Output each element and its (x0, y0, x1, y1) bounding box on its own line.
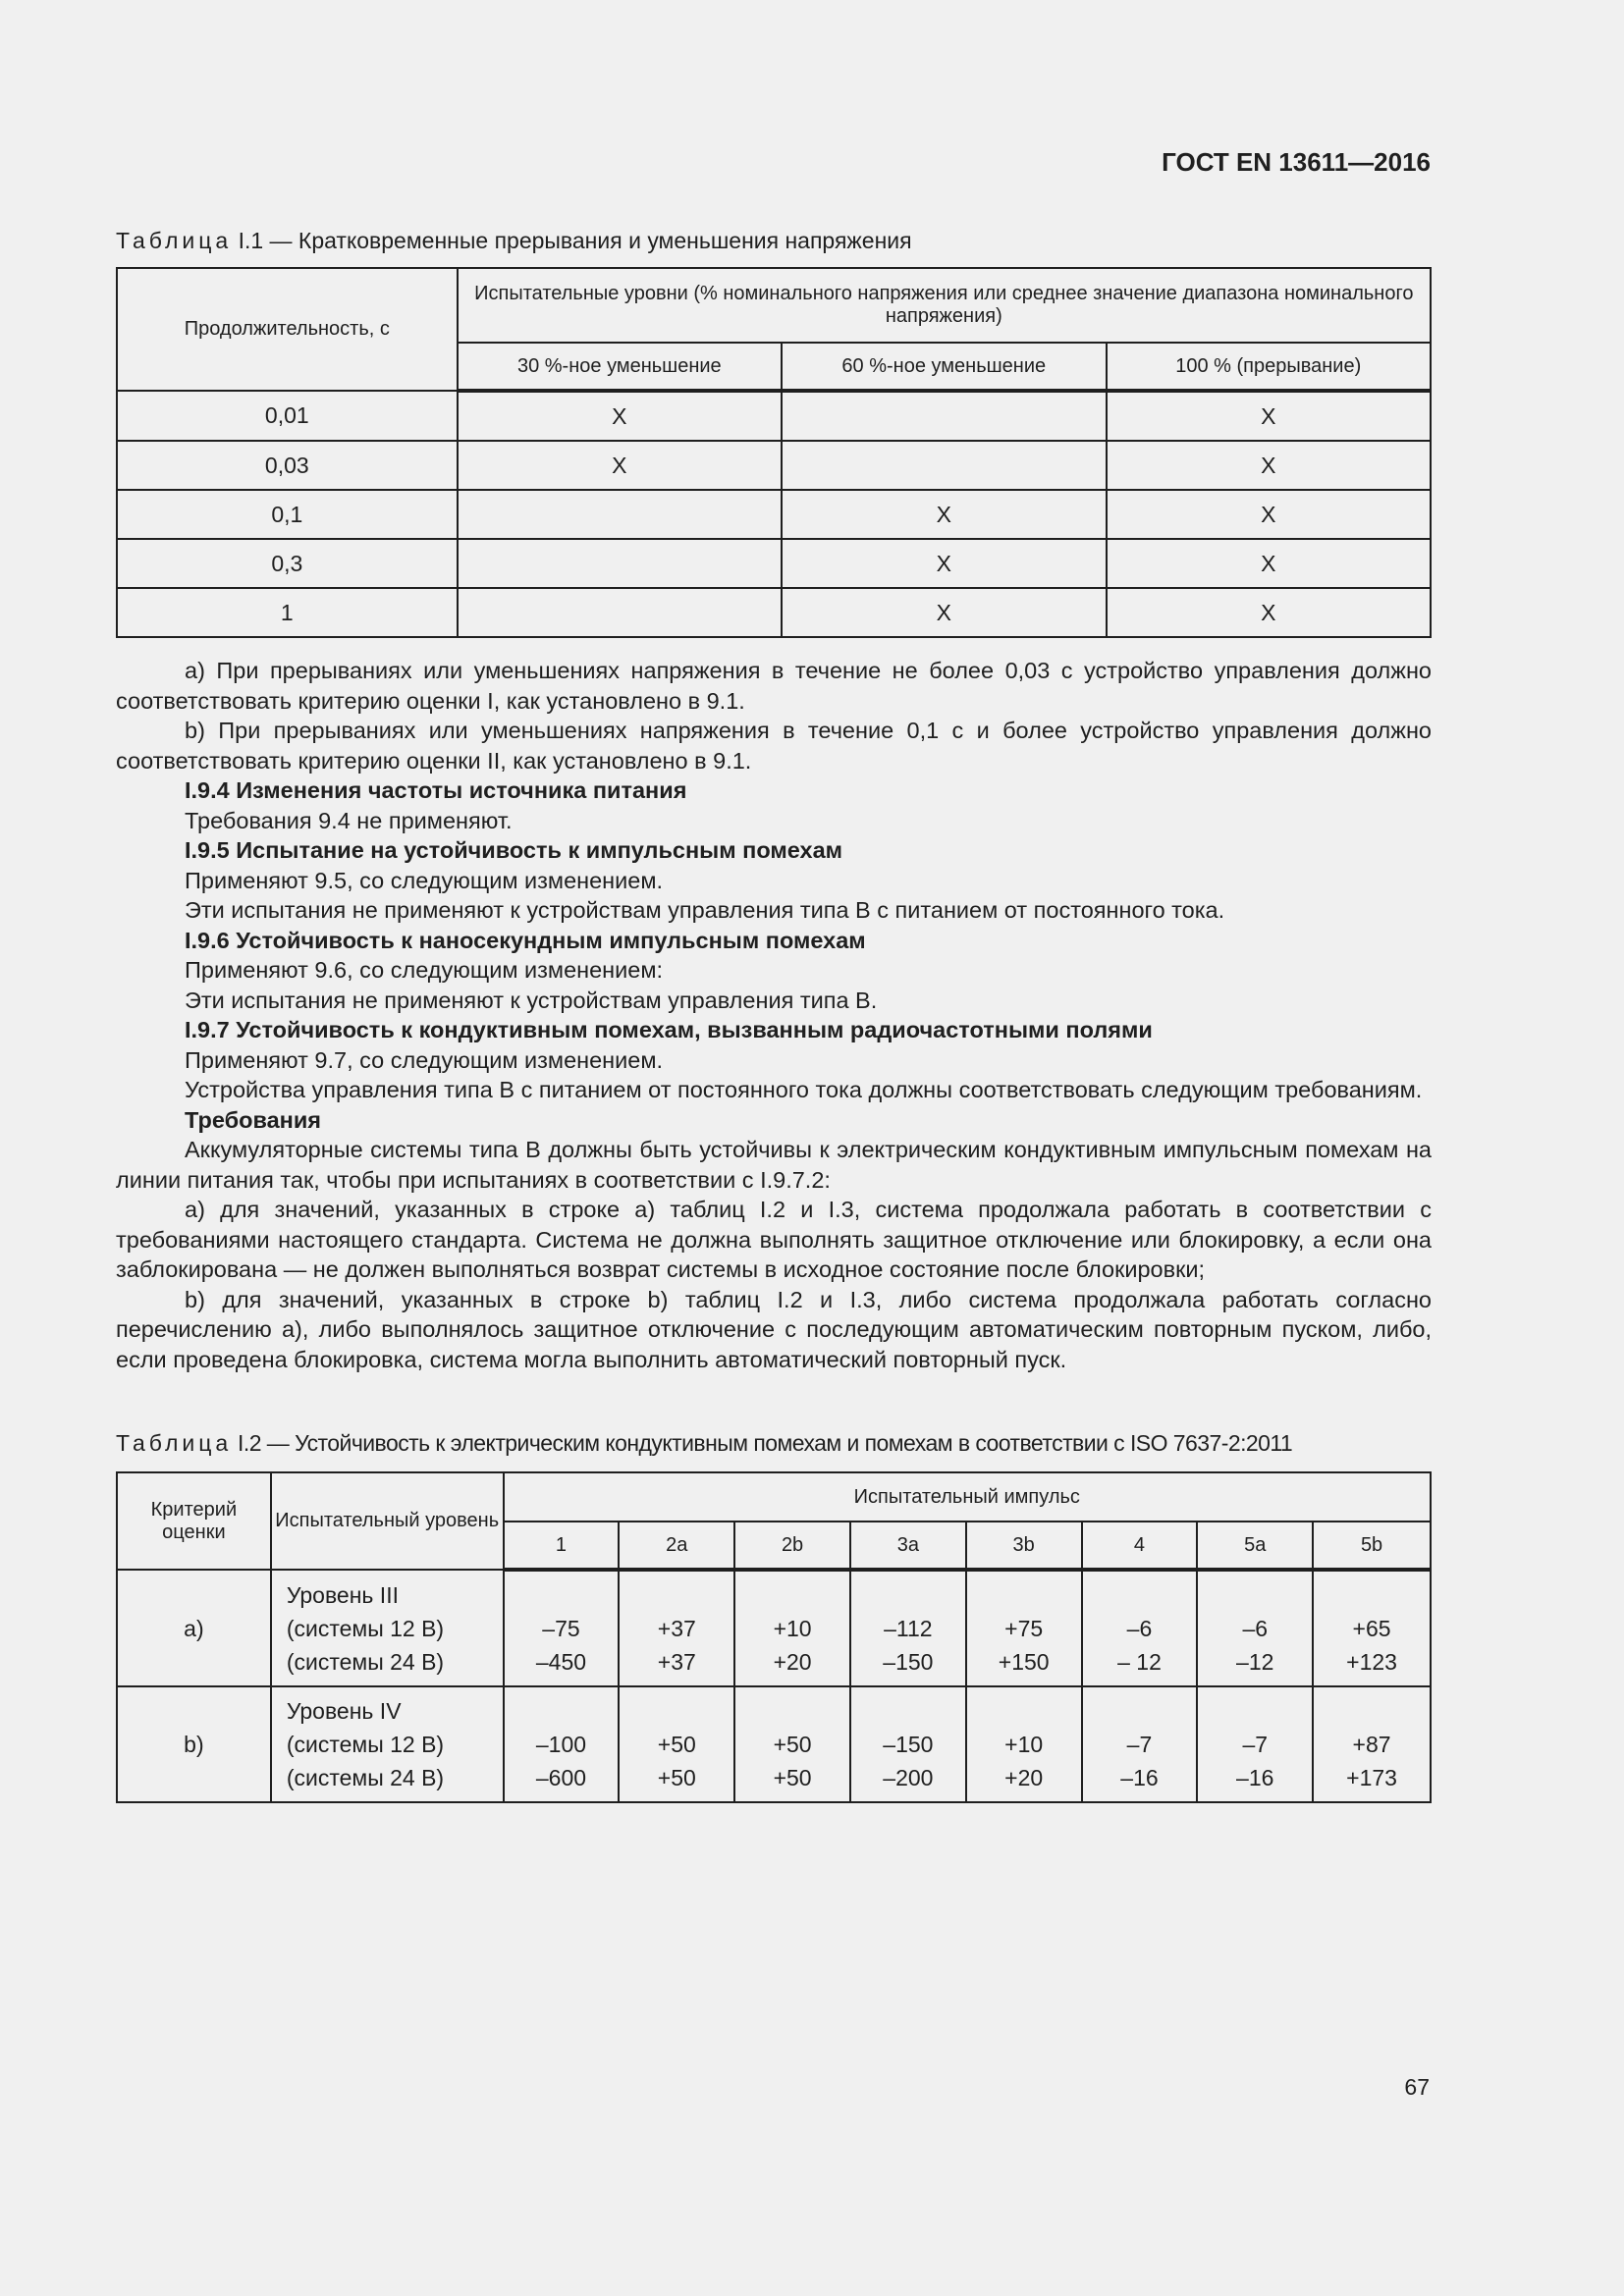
impulse-header: 3a (850, 1522, 966, 1570)
value-cell: +65 +123 (1313, 1570, 1431, 1686)
cell-30 (458, 490, 782, 539)
cell-30 (458, 539, 782, 588)
duration-cell: 1 (117, 588, 458, 637)
paragraph: Устройства управления типа В с питанием от постоянного тока должны соответствовать следующим требованиям. (185, 1077, 1423, 1102)
cell-100: X (1107, 588, 1431, 637)
table2-caption-word: Таблица (116, 1430, 233, 1456)
table-conducted-disturbances (116, 1471, 1432, 1803)
section-heading: I.9.4 Изменения частоты источника питания (185, 777, 687, 803)
paragraph: Требования 9.4 не применяют. (185, 807, 513, 833)
value-cell: +10 +20 (966, 1686, 1082, 1802)
cell-100: X (1107, 539, 1431, 588)
level-cell (271, 1686, 504, 1802)
level-cell (271, 1570, 504, 1686)
cell-30: X (458, 391, 782, 441)
paragraph: a) для значений, указанных в строке a) таблиц I.2 и I.3, система продолжала работать в соответствии с требованиями настоящего стандарта. Система не должна выполнять защитное отключение или блокировку, а если она заблокирована — не должен выполняться возврат системы в исходное состояние после блокировки; (116, 1197, 1432, 1282)
paragraph: a) При прерываниях или уменьшениях напряжения в течение не более 0,03 с устройство управления должно соответствовать критерию оценки I, как установлено в 9.1. (116, 658, 1432, 714)
level-24v: (системы 24 В) (286, 1765, 445, 1790)
paragraph: b) для значений, указанных в строке b) таблиц I.2 и I.3, либо система продолжала работать согласно перечислению a), либо выполнялось защитное отключение с последующим автоматическим повторным пуском, либо, если проведена блокировка, система могла выполнить автоматический повторный пуск. (116, 1286, 1432, 1372)
value-cell: +75 +150 (966, 1570, 1082, 1686)
table1-header-60: 60 %-ное уменьшение (782, 343, 1106, 391)
table1-caption (116, 228, 1432, 254)
table-row (117, 441, 1431, 490)
table-row (117, 539, 1431, 588)
table1-header-levels: Испытательные уровни (% номинального напряжения или среднее значение диапазона номинального напряжения) (458, 268, 1431, 343)
paragraph: Применяют 9.7, со следующим изменением. (185, 1046, 664, 1073)
value-cell: +50 +50 (734, 1686, 850, 1802)
value-cell: –75 –450 (504, 1570, 620, 1686)
table-row (117, 391, 1431, 441)
table-row (117, 1570, 1431, 1686)
table-voltage-interruptions (116, 267, 1432, 638)
cell-60: X (782, 588, 1106, 637)
impulse-header: 5b (1313, 1522, 1431, 1570)
paragraph: Эти испытания не применяют к устройствам управления типа В. (185, 987, 878, 1013)
table-row (117, 588, 1431, 637)
table2-caption-text: I.2 — Устойчивость к электрическим кондуктивным помехам и помехам в соответствии с ISO 7637-2:2011 (232, 1430, 1293, 1456)
impulse-header: 3b (966, 1522, 1082, 1570)
duration-cell: 0,01 (117, 391, 458, 441)
section-heading: I.9.6 Устойчивость к наносекундным импульсным помехам (185, 927, 866, 953)
value-cell: –7 –16 (1197, 1686, 1313, 1802)
cell-30: X (458, 441, 782, 490)
value-cell: –150 –200 (850, 1686, 966, 1802)
cell-100: X (1107, 490, 1431, 539)
impulse-header: 2a (619, 1522, 734, 1570)
paragraph: b) При прерываниях или уменьшениях напряжения в течение 0,1 с и более устройство управления должно соответствовать критерию оценки II, как установлено в 9.1. (116, 718, 1432, 774)
paragraph: Аккумуляторные системы типа В должны быть устойчивы к электрическим кондуктивным импульсным помехам на линии питания так, чтобы при испытаниях в соответствии с I.9.7.2: (116, 1137, 1432, 1193)
duration-cell: 0,03 (117, 441, 458, 490)
value-cell: +50 +50 (619, 1686, 734, 1802)
value-cell: +87 +173 (1313, 1686, 1431, 1802)
cell-60 (782, 391, 1106, 441)
body-text (116, 656, 1432, 1374)
cell-60 (782, 441, 1106, 490)
value-cell: –6 –12 (1197, 1570, 1313, 1686)
cell-30 (458, 588, 782, 637)
level-12v: (системы 12 В) (286, 1732, 445, 1757)
level-12v: (системы 12 В) (286, 1615, 445, 1641)
table1-caption-text: I.1 — Кратковременные прерывания и уменьшения напряжения (232, 228, 912, 253)
level-title: Уровень IV (286, 1698, 402, 1724)
impulse-header: 4 (1082, 1522, 1198, 1570)
table-row (117, 490, 1431, 539)
table1-header-30: 30 %-ное уменьшение (458, 343, 782, 391)
table2-header-criterion: Критерий оценки (117, 1472, 271, 1570)
section-heading: I.9.7 Устойчивость к кондуктивным помехам, вызванным радиочастотными полями (185, 1017, 1153, 1042)
duration-cell: 0,1 (117, 490, 458, 539)
cell-60: X (782, 490, 1106, 539)
impulse-header: 2b (734, 1522, 850, 1570)
impulse-header: 1 (504, 1522, 620, 1570)
cell-100: X (1107, 391, 1431, 441)
cell-60: X (782, 539, 1106, 588)
value-cell: +37 +37 (619, 1570, 734, 1686)
criterion-cell: a) (117, 1570, 271, 1686)
table-row (117, 1686, 1431, 1802)
value-cell: –100 –600 (504, 1686, 620, 1802)
table2-header-impulse: Испытательный импульс (504, 1472, 1431, 1522)
value-cell: –6 – 12 (1082, 1570, 1198, 1686)
table1-caption-word: Таблица (116, 228, 233, 253)
value-cell: –112 –150 (850, 1570, 966, 1686)
section-heading: Требования (185, 1106, 322, 1133)
criterion-cell: b) (117, 1686, 271, 1802)
document-id: ГОСТ EN 13611—2016 (1162, 147, 1431, 177)
level-24v: (системы 24 В) (286, 1648, 445, 1675)
paragraph: Применяют 9.6, со следующим изменением: (185, 957, 664, 983)
paragraph: Эти испытания не применяют к устройствам управления типа В с питанием от постоянного тока. (185, 897, 1225, 923)
value-cell: +10 +20 (734, 1570, 850, 1686)
impulse-header: 5a (1197, 1522, 1313, 1570)
table2-header-level: Испытательный уровень (271, 1472, 504, 1570)
paragraph: Применяют 9.5, со следующим изменением. (185, 867, 664, 893)
duration-cell: 0,3 (117, 539, 458, 588)
page-number: 67 (1404, 2074, 1430, 2100)
section-heading: I.9.5 Испытание на устойчивость к импульсным помехам (185, 837, 843, 863)
table2-caption (116, 1430, 1432, 1457)
table1-header-100: 100 % (прерывание) (1107, 343, 1431, 391)
value-cell: –7 –16 (1082, 1686, 1198, 1802)
cell-100: X (1107, 441, 1431, 490)
table1-header-duration: Продолжительность, с (117, 268, 458, 391)
level-title: Уровень III (286, 1581, 399, 1608)
